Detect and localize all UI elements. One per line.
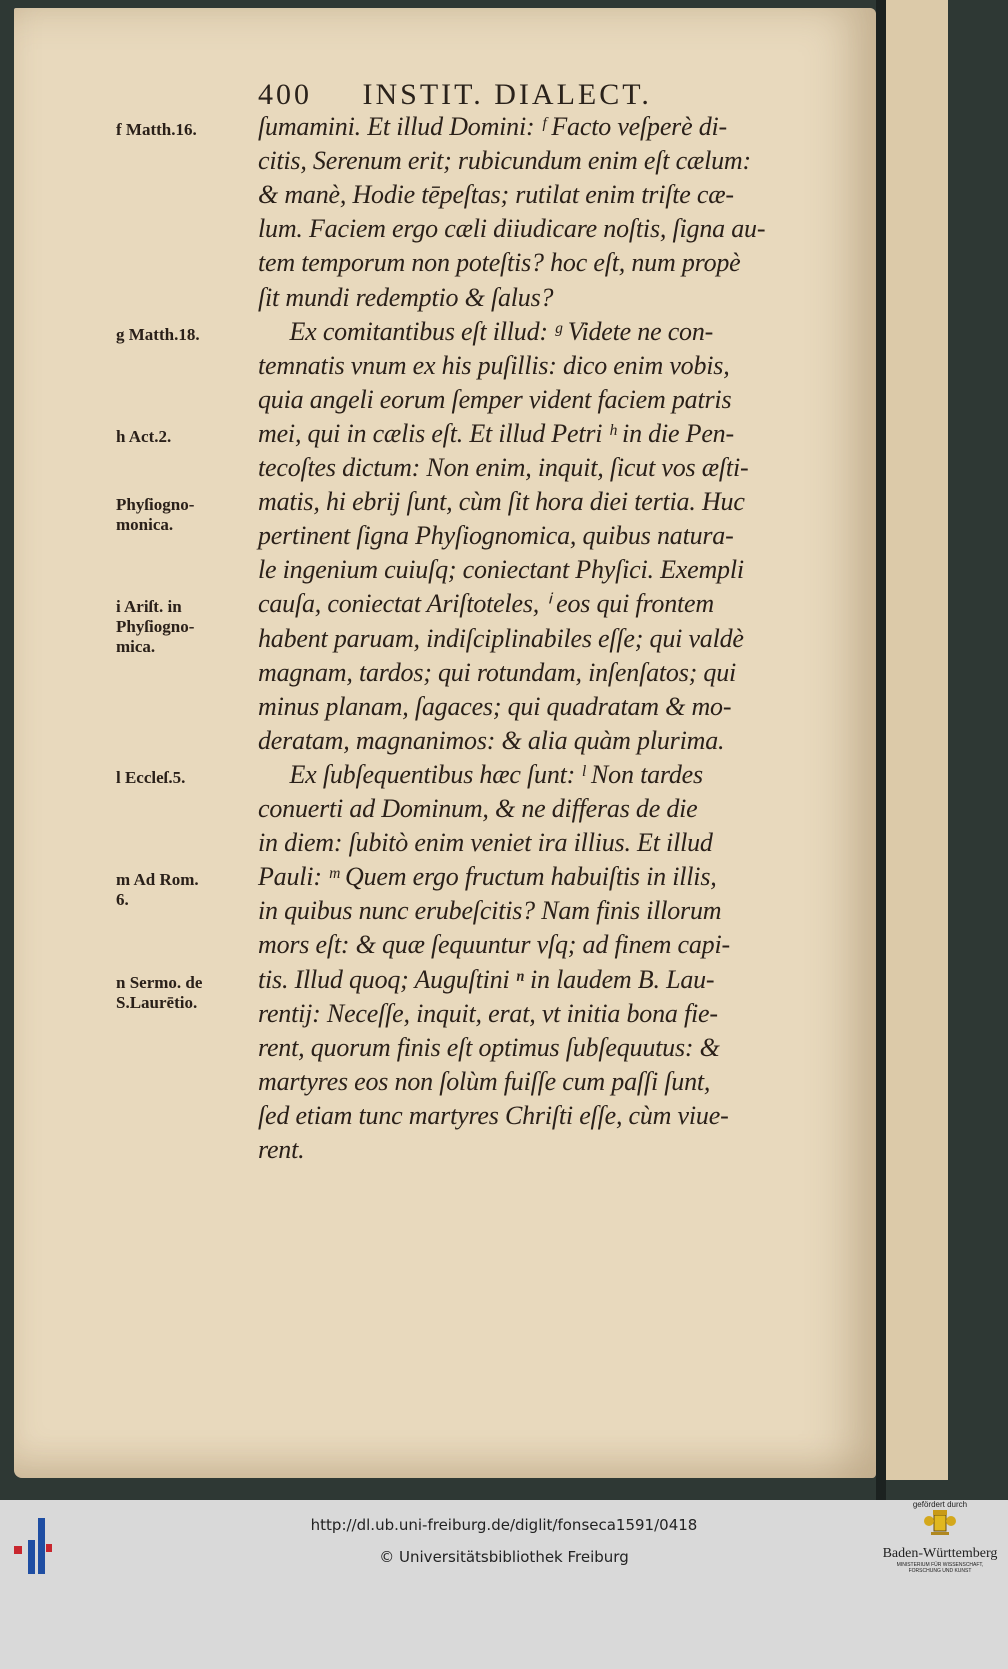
text-line: tem temporum non poteſtis? hoc eſt, num propè: [258, 248, 741, 278]
margin-note: f Matth.16.: [116, 120, 197, 139]
margin-note: i Ariſt. in Phyſiogno- mica.: [116, 597, 195, 657]
text-line: in quibus nunc erubeſcitis? Nam finis illorum: [258, 896, 722, 926]
text-line: le ingenium cuiuſq; coniectant Phyſici. Exempli: [258, 555, 744, 585]
text-line: quia angeli eorum ſemper vident faciem patris: [258, 384, 732, 414]
text-line: temnatis vnum ex his puſillis: dico enim vobis,: [258, 350, 730, 380]
sponsor-block: [880, 1500, 1000, 1574]
sponsor-name: Baden-Württemberg: [882, 1546, 998, 1561]
text-line: tis. Illud quoq; Auguſtini ⁿ in laudem B. Lau-: [258, 964, 715, 994]
running-head: [258, 78, 652, 112]
source-url[interactable]: http://dl.ub.uni-freiburg.de/diglit/fonseca1591/0418: [310, 1516, 698, 1534]
text-line: lum. Faciem ergo cæli diiudicare noſtis, ſigna au-: [258, 214, 766, 244]
text-line: ſed etiam tunc martyres Chriſti eſſe, cùm viue-: [258, 1100, 729, 1130]
text-line: deratam, magnanimos: & alia quàm plurima.: [258, 725, 725, 755]
margin-note: g Matth.18.: [116, 324, 200, 344]
sponsor-label: gefördert durch: [912, 1500, 968, 1509]
text-line: conuerti ad Dominum, & ne differas de die: [258, 794, 698, 823]
text-line: matis, hi ebrij ſunt, cùm ſit hora diei tertia. Huc: [258, 487, 745, 517]
text-line: habent paruam, indiſciplinabiles eſſe; qui valdè: [258, 623, 744, 653]
text-line: rent.: [258, 1135, 305, 1164]
text-line: pertinent ſigna Phyſiognomica, quibus natura-: [258, 521, 734, 551]
margin-note: Phyſiogno- monica.: [116, 495, 195, 535]
margin-note: n Sermo. de S.Laurētio.: [116, 972, 203, 1012]
footer-bar: [0, 1500, 1008, 1669]
running-title: INSTIT. DIALECT.: [362, 78, 652, 111]
page-number: 400: [258, 78, 312, 111]
book-gutter: [876, 0, 886, 1500]
text-line: cauſa, coniectat Ariſtoteles, ⁱ eos qui frontem: [258, 589, 714, 619]
text-line: Ex comitantibus eſt illud: ᵍ Videte ne con-: [258, 316, 714, 346]
text-line: martyres eos non ſolùm fuiſſe cum paſſi ſunt,: [258, 1066, 711, 1096]
text-line: & manè, Hodie tēpeſtas; rutilat enim triſte cæ-: [258, 180, 734, 210]
text-line: mors eſt: & quæ ſequuntur vſq; ad finem capi-: [258, 930, 730, 960]
text-line: rent, quorum finis eſt optimus ſubſequutus: &: [258, 1032, 720, 1062]
text-line: mei, qui in cælis eſt. Et illud Petri ʰ in die Pen-: [258, 418, 734, 448]
text-line: citis, Serenum erit; rubicundum enim eſt cælum:: [258, 146, 751, 176]
copyright: © Universitätsbibliothek Freiburg: [379, 1548, 629, 1566]
sponsor-ministry: MINISTERIUM FÜR WISSENSCHAFT, FORSCHUNG UND KUNST: [896, 1562, 984, 1574]
coat-of-arms-icon: [923, 1509, 957, 1539]
text-line: rentij: Neceſſe, inquit, erat, vt initia bona fie-: [258, 998, 718, 1028]
text-line: in diem: ſubitò enim veniet ira illius. Et illud: [258, 828, 713, 858]
margin-note: h Act.2.: [116, 426, 172, 446]
text-line: tecoſtes dictum: Non enim, inquit, ſicut vos æſti-: [258, 453, 749, 482]
text-line: magnam, tardos; qui rotundam, inſenſatos; qui: [258, 657, 737, 687]
facing-page-edge: [886, 0, 948, 1480]
text-line: ſumamini. Et illud Domini: ᶠ Facto veſperè di-: [258, 112, 728, 141]
text-line: Ex ſubſequentibus hæc ſunt: ˡ Non tardes: [258, 759, 703, 789]
margin-note: m Ad Rom. 6.: [116, 870, 199, 910]
text-line: minus planam, ſagaces; qui quadratam & mo-: [258, 691, 732, 721]
text-line: Pauli: ᵐ Quem ergo fructum habuiſtis in illis,: [258, 862, 717, 892]
margin-note: l Eccleſ.5.: [116, 767, 186, 787]
text-line: ſit mundi redemptio & ſalus?: [258, 282, 554, 312]
